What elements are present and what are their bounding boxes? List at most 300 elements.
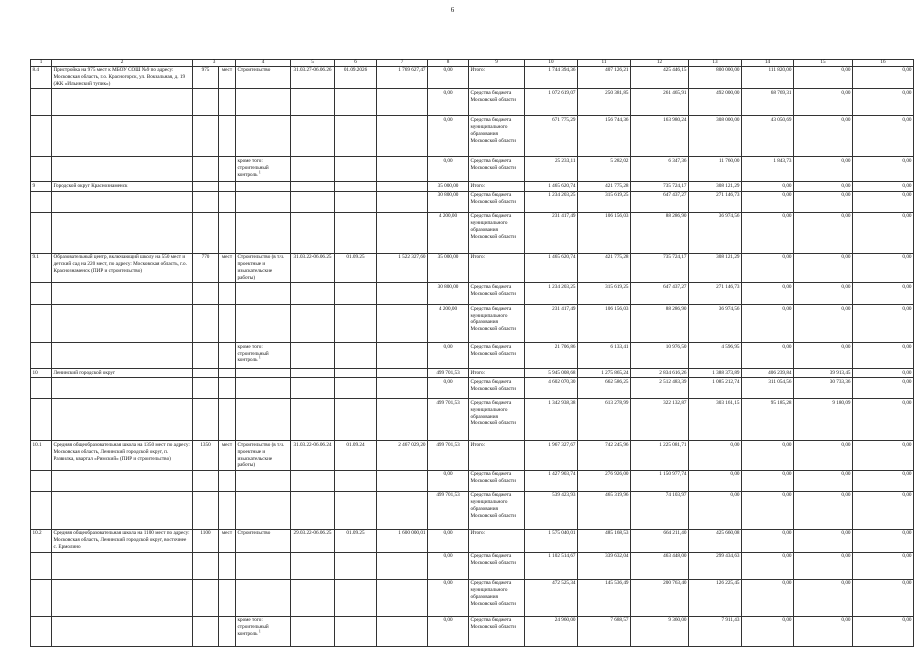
cell-work-type <box>236 89 291 116</box>
cell-cost-limit <box>377 89 428 116</box>
cell-year-3-amount: 0,00 <box>689 491 742 529</box>
cell-work-type <box>236 182 291 191</box>
cell-design-dates <box>291 182 335 191</box>
cell-capacity-value: 975 <box>193 66 219 89</box>
cell-financed-amount: 0,00 <box>428 616 469 646</box>
cell-year-5-amount: 0,00 <box>794 470 853 491</box>
cell-capacity-value <box>193 579 219 616</box>
cell-work-type <box>236 369 291 378</box>
table-row <box>31 552 914 579</box>
cell-year-1-amount: 421 775,28 <box>578 253 631 283</box>
table-row <box>31 89 914 116</box>
table-row <box>31 157 914 182</box>
cell-row-number: 9 <box>31 182 52 191</box>
cell-financed-amount: 0,00 <box>428 552 469 579</box>
cell-commissioning-date <box>335 343 377 369</box>
table-row <box>31 616 914 646</box>
cell-year-4-amount: 1 843,73 <box>742 157 794 182</box>
cell-capacity-value <box>193 182 219 191</box>
cell-year-4-amount: 0,00 <box>742 191 794 212</box>
cell-year-1-amount: 421 775,28 <box>578 182 631 191</box>
cell-total-amount: 1 465 620,74 <box>525 253 578 283</box>
cell-year-4-amount: 0,00 <box>742 305 794 343</box>
cell-funding-source: Средства бюджета Московской области <box>469 470 525 491</box>
cell-cost-limit <box>377 343 428 369</box>
cell-commissioning-date: 01.09.25 <box>335 253 377 283</box>
cell-work-type: Строительство (в т.ч. проектные и изыскательские работы) <box>236 441 291 471</box>
cell-year-6-amount: 0,00 <box>853 66 914 89</box>
cell-funding-source: Средства бюджета муниципального образования Московской области <box>469 305 525 343</box>
cell-design-dates <box>291 616 335 646</box>
footnote-marker: 1 <box>258 629 261 634</box>
cell-object-name <box>52 191 193 212</box>
cell-commissioning-date: 01.09.2026 <box>335 66 377 89</box>
cell-total-amount: 1 072 619,07 <box>525 89 578 116</box>
cell-object-name <box>52 343 193 369</box>
cell-commissioning-date <box>335 283 377 305</box>
column-header: 10 <box>525 60 578 67</box>
cell-year-1-amount: 613 278,99 <box>578 399 631 441</box>
cell-object-name <box>52 157 193 182</box>
cell-year-2-amount: 88 286,90 <box>631 305 689 343</box>
cell-cost-limit <box>377 491 428 529</box>
cell-row-number <box>31 616 52 646</box>
cell-year-2-amount: 425 446,15 <box>631 66 689 89</box>
cell-capacity-unit <box>219 116 236 157</box>
cell-funding-source: Средства бюджета муниципального образования Московской области <box>469 399 525 441</box>
cell-year-6-amount: 0,00 <box>853 378 914 399</box>
table-row <box>31 66 914 89</box>
cell-year-5-amount: 0,00 <box>794 212 853 253</box>
cell-total-amount: 1 575 040,01 <box>525 529 578 552</box>
table-row <box>31 182 914 191</box>
column-header: 16 <box>853 60 914 67</box>
footnote-marker: 1 <box>258 170 261 175</box>
cell-capacity-unit: мест <box>219 441 236 471</box>
cell-year-3-amount: 299 434,63 <box>689 552 742 579</box>
cell-design-dates: 31.03.22-06.06.24 <box>291 441 335 471</box>
cell-year-6-amount: 0,00 <box>853 470 914 491</box>
column-header: 13 <box>689 60 742 67</box>
cell-year-3-amount: 11 760,00 <box>689 157 742 182</box>
cell-object-name <box>52 491 193 529</box>
cell-year-1-amount: 145 536,49 <box>578 579 631 616</box>
cell-object-name <box>52 399 193 441</box>
cell-year-2-amount: 88 286,90 <box>631 212 689 253</box>
cell-commissioning-date <box>335 616 377 646</box>
cell-year-3-amount: 1 388 373,89 <box>689 369 742 378</box>
cell-year-2-amount: 2 834 616,26 <box>631 369 689 378</box>
cell-capacity-unit <box>219 369 236 378</box>
table-row <box>31 529 914 552</box>
cell-capacity-unit: мест <box>219 253 236 283</box>
cell-year-2-amount: 261 465,91 <box>631 89 689 116</box>
cell-capacity-unit: мест <box>219 529 236 552</box>
cell-cost-limit <box>377 470 428 491</box>
cell-financed-amount: 0,00 <box>428 343 469 369</box>
cell-year-2-amount: 322 132,87 <box>631 399 689 441</box>
cell-cost-limit <box>377 579 428 616</box>
cell-cost-limit <box>377 157 428 182</box>
cell-year-1-amount: 106 156,03 <box>578 305 631 343</box>
cell-capacity-value <box>193 616 219 646</box>
cell-year-5-amount: 0,00 <box>794 552 853 579</box>
cell-year-1-amount: 106 156,03 <box>578 212 631 253</box>
cell-capacity-unit <box>219 378 236 399</box>
cell-year-3-amount: 492 000,00 <box>689 89 742 116</box>
table-row <box>31 470 914 491</box>
cell-total-amount: 1 744 394,36 <box>525 66 578 89</box>
cell-design-dates <box>291 212 335 253</box>
cell-row-number <box>31 491 52 529</box>
cell-capacity-value <box>193 212 219 253</box>
cell-year-1-amount: 339 632,04 <box>578 552 631 579</box>
cell-cost-limit <box>377 552 428 579</box>
cell-financed-amount: 4 200,00 <box>428 212 469 253</box>
cell-design-dates <box>291 378 335 399</box>
cell-object-name: Образовательный центр, включающий школу на 550 мест и детский сад на 220 мест, по адресу: Московская область, г.о. Краснознаменск (ПИР и строительство) <box>52 253 193 283</box>
cell-year-6-amount: 0,00 <box>853 212 914 253</box>
column-header: 6 <box>335 60 377 67</box>
cell-year-2-amount: 6 347,36 <box>631 157 689 182</box>
cell-year-4-amount: 0,00 <box>742 529 794 552</box>
cell-total-amount: 539 423,93 <box>525 491 578 529</box>
cell-year-6-amount: 0,00 <box>853 116 914 157</box>
cell-funding-source: Средства бюджета Московской области <box>469 343 525 369</box>
cell-total-amount: 1 234 203,25 <box>525 191 578 212</box>
column-header: 14 <box>742 60 794 67</box>
cell-year-5-amount: 0,00 <box>794 191 853 212</box>
cell-year-4-amount: 0,00 <box>742 343 794 369</box>
cell-year-3-amount: 425 660,08 <box>689 529 742 552</box>
cell-capacity-unit <box>219 305 236 343</box>
cell-work-type: кроме того: строительный контроль $^1$ <box>236 343 291 369</box>
cell-capacity-value <box>193 378 219 399</box>
cell-year-3-amount: 308 121,29 <box>689 182 742 191</box>
cell-work-type: Строительство (в т.ч. проектные и изыскательские работы) <box>236 253 291 283</box>
cell-capacity-value <box>193 89 219 116</box>
cell-year-1-amount: 1 275 865,24 <box>578 369 631 378</box>
cell-total-amount: 1 234 203,25 <box>525 283 578 305</box>
cell-row-number <box>31 191 52 212</box>
cell-financed-amount: 0,00 <box>428 89 469 116</box>
cell-design-dates: 29.03.22-06.06.25 <box>291 529 335 552</box>
cell-year-6-amount: 0,00 <box>853 491 914 529</box>
cell-capacity-value: 1350 <box>193 441 219 471</box>
cell-capacity-unit: мест <box>219 66 236 89</box>
cell-design-dates: 31.03.27-06.06.26 <box>291 66 335 89</box>
cell-capacity-value <box>193 491 219 529</box>
cell-financed-amount: 30 800,00 <box>428 283 469 305</box>
cell-year-5-amount: 0,00 <box>794 89 853 116</box>
cell-year-3-amount: 126 225,45 <box>689 579 742 616</box>
cell-year-2-amount: 735 724,17 <box>631 182 689 191</box>
cell-capacity-value <box>193 552 219 579</box>
column-header: 2 <box>52 60 193 67</box>
cell-commissioning-date <box>335 491 377 529</box>
cell-year-3-amount: 0,00 <box>689 441 742 471</box>
cell-funding-source: Средства бюджета муниципального образования Московской области <box>469 212 525 253</box>
cell-financed-amount: 499 701,53 <box>428 491 469 529</box>
cell-row-number <box>31 378 52 399</box>
column-header: 7 <box>377 60 428 67</box>
cell-design-dates <box>291 369 335 378</box>
cell-year-2-amount: 647 437,27 <box>631 283 689 305</box>
cell-year-4-amount: 43 050,69 <box>742 116 794 157</box>
cell-capacity-value <box>193 191 219 212</box>
budget-table <box>30 59 914 647</box>
cell-total-amount: 24 960,00 <box>525 616 578 646</box>
cell-financed-amount: 0,00 <box>428 529 469 552</box>
cell-year-4-amount: 406 239,84 <box>742 369 794 378</box>
cell-year-4-amount: 0,00 <box>742 283 794 305</box>
cell-year-5-amount: 39 913,45 <box>794 369 853 378</box>
cell-design-dates <box>291 283 335 305</box>
cell-object-name <box>52 212 193 253</box>
cell-year-6-amount: 0,00 <box>853 283 914 305</box>
cell-year-6-amount: 0,00 <box>853 253 914 283</box>
cell-year-4-amount: 0,00 <box>742 616 794 646</box>
cell-cost-limit <box>377 191 428 212</box>
cell-funding-source: Итого: <box>469 253 525 283</box>
cell-capacity-value <box>193 470 219 491</box>
cell-total-amount: 1 427 903,74 <box>525 470 578 491</box>
cell-total-amount: 1 967 327,67 <box>525 441 578 471</box>
cell-row-number <box>31 579 52 616</box>
cell-work-type <box>236 470 291 491</box>
cell-year-2-amount: 200 763,40 <box>631 579 689 616</box>
cell-design-dates <box>291 305 335 343</box>
cell-financed-amount: 0,00 <box>428 157 469 182</box>
table-row <box>31 369 914 378</box>
cell-work-type <box>236 305 291 343</box>
cell-design-dates: 31.03.22-06.06.25 <box>291 253 335 283</box>
cell-capacity-value <box>193 343 219 369</box>
cell-year-4-amount: 111 820,00 <box>742 66 794 89</box>
cell-work-type <box>236 378 291 399</box>
cell-work-type <box>236 552 291 579</box>
cell-year-5-amount: 0,00 <box>794 157 853 182</box>
cell-capacity-unit <box>219 470 236 491</box>
cell-work-type <box>236 579 291 616</box>
cell-cost-limit: 1 769 627,47 <box>377 66 428 89</box>
cell-year-5-amount: 0,00 <box>794 491 853 529</box>
cell-year-3-amount: 308 121,29 <box>689 253 742 283</box>
cell-year-6-amount: 0,00 <box>853 157 914 182</box>
cell-funding-source: Средства бюджета муниципального образования Московской области <box>469 579 525 616</box>
cell-row-number <box>31 157 52 182</box>
cell-object-name: Средняя общеобразовательная школа на 1100 мест по адресу: Московская область, Ленинский городской округ, восточнее с. Ермолино <box>52 529 193 552</box>
cell-year-6-amount: 0,00 <box>853 399 914 441</box>
cell-year-6-amount: 0,00 <box>853 89 914 116</box>
cell-object-name <box>52 552 193 579</box>
cell-year-5-amount: 0,00 <box>794 66 853 89</box>
cell-year-4-amount: 0,00 <box>742 253 794 283</box>
cell-year-3-amount: 271 146,73 <box>689 191 742 212</box>
cell-cost-limit <box>377 283 428 305</box>
cell-commissioning-date <box>335 399 377 441</box>
cell-cost-limit <box>377 378 428 399</box>
table-row <box>31 343 914 369</box>
table-row <box>31 441 914 471</box>
cell-commissioning-date: 01.09.25 <box>335 529 377 552</box>
cell-funding-source: Итого: <box>469 66 525 89</box>
cell-year-6-amount: 0,00 <box>853 441 914 471</box>
column-header: 15 <box>794 60 853 67</box>
cell-design-dates <box>291 579 335 616</box>
cell-total-amount: 25 233,11 <box>525 157 578 182</box>
cell-year-2-amount: 10 976,50 <box>631 343 689 369</box>
cell-design-dates <box>291 399 335 441</box>
cell-work-type: кроме того: строительный контроль $^1$ <box>236 616 291 646</box>
cell-total-amount: 1 102 514,67 <box>525 552 578 579</box>
cell-row-number: 8.4 <box>31 66 52 89</box>
cell-total-amount: 472 525,34 <box>525 579 578 616</box>
cell-capacity-value <box>193 157 219 182</box>
cell-year-1-amount: 6 133,41 <box>578 343 631 369</box>
cell-row-number <box>31 305 52 343</box>
cell-total-amount: 21 706,86 <box>525 343 578 369</box>
cell-year-3-amount: 1 085 212,74 <box>689 378 742 399</box>
cell-year-6-amount: 0,00 <box>853 616 914 646</box>
cell-row-number: 10 <box>31 369 52 378</box>
cell-capacity-value: 770 <box>193 253 219 283</box>
cell-total-amount: 671 775,29 <box>525 116 578 157</box>
cell-year-1-amount: 485 168,53 <box>578 529 631 552</box>
cell-year-6-amount: 0,00 <box>853 305 914 343</box>
cell-capacity-unit <box>219 212 236 253</box>
cell-year-3-amount: 36 974,56 <box>689 305 742 343</box>
cell-year-2-amount: 2 512 483,39 <box>631 378 689 399</box>
table-row <box>31 491 914 529</box>
cell-year-5-amount: 0,00 <box>794 116 853 157</box>
cell-year-5-amount: 0,00 <box>794 283 853 305</box>
cell-design-dates <box>291 552 335 579</box>
column-header: 12 <box>631 60 689 67</box>
cell-row-number <box>31 89 52 116</box>
cell-year-5-amount: 0,00 <box>794 305 853 343</box>
table-row <box>31 305 914 343</box>
cell-year-6-amount: 0,00 <box>853 343 914 369</box>
cell-year-4-amount: 68 769,31 <box>742 89 794 116</box>
cell-year-3-amount: 800 000,00 <box>689 66 742 89</box>
table-row <box>31 212 914 253</box>
cell-row-number <box>31 343 52 369</box>
column-header: 8 <box>428 60 469 67</box>
cell-work-type <box>236 212 291 253</box>
column-header: 5 <box>291 60 335 67</box>
table-row <box>31 283 914 305</box>
cell-year-1-amount: 662 586,25 <box>578 378 631 399</box>
cell-capacity-value <box>193 305 219 343</box>
cell-year-4-amount: 0,00 <box>742 491 794 529</box>
cell-cost-limit: 2 467 029,20 <box>377 441 428 471</box>
cell-year-4-amount: 95 185,28 <box>742 399 794 441</box>
cell-year-3-amount: 308 000,00 <box>689 116 742 157</box>
cell-cost-limit <box>377 305 428 343</box>
cell-year-1-amount: 156 744,36 <box>578 116 631 157</box>
cell-year-3-amount: 303 161,15 <box>689 399 742 441</box>
cell-year-2-amount: 463 448,00 <box>631 552 689 579</box>
cell-capacity-unit <box>219 399 236 441</box>
cell-financed-amount: 499 701,53 <box>428 441 469 471</box>
cell-total-amount: 1 465 620,74 <box>525 182 578 191</box>
cell-year-1-amount: 7 688,57 <box>578 616 631 646</box>
cell-capacity-unit <box>219 579 236 616</box>
cell-year-6-amount: 0,00 <box>853 552 914 579</box>
cell-row-number <box>31 470 52 491</box>
cell-year-4-amount: 0,00 <box>742 552 794 579</box>
cell-design-dates <box>291 89 335 116</box>
cell-work-type <box>236 283 291 305</box>
cell-funding-source: Итого: <box>469 441 525 471</box>
cell-design-dates <box>291 470 335 491</box>
cell-capacity-value <box>193 369 219 378</box>
cell-funding-source: Итого: <box>469 182 525 191</box>
cell-cost-limit <box>377 616 428 646</box>
cell-year-2-amount: 664 211,40 <box>631 529 689 552</box>
footnote-marker: 1 <box>258 355 261 360</box>
cell-capacity-unit <box>219 616 236 646</box>
cell-year-4-amount: 0,00 <box>742 470 794 491</box>
cell-capacity-unit <box>219 191 236 212</box>
cell-capacity-unit <box>219 343 236 369</box>
cell-object-name <box>52 283 193 305</box>
cell-commissioning-date <box>335 369 377 378</box>
cell-design-dates <box>291 343 335 369</box>
cell-year-5-amount: 0,00 <box>794 182 853 191</box>
cell-funding-source: Средства бюджета муниципального образования Московской области <box>469 491 525 529</box>
cell-design-dates <box>291 491 335 529</box>
column-header: 4 <box>236 60 291 67</box>
cell-row-number <box>31 283 52 305</box>
cell-funding-source: Средства бюджета Московской области <box>469 378 525 399</box>
cell-year-5-amount: 0,00 <box>794 441 853 471</box>
cell-financed-amount: 0,00 <box>428 116 469 157</box>
cell-cost-limit <box>377 212 428 253</box>
cell-financed-amount: 35 000,00 <box>428 253 469 283</box>
cell-year-6-amount: 0,00 <box>853 369 914 378</box>
cell-year-2-amount: 9 360,00 <box>631 616 689 646</box>
cell-work-type <box>236 491 291 529</box>
cell-year-6-amount: 0,00 <box>853 191 914 212</box>
cell-capacity-value: 1100 <box>193 529 219 552</box>
page-number: 6 <box>450 6 455 14</box>
cell-year-3-amount: 7 911,43 <box>689 616 742 646</box>
cell-year-1-amount: 315 619,25 <box>578 191 631 212</box>
cell-year-1-amount: 5 282,02 <box>578 157 631 182</box>
cell-capacity-value <box>193 116 219 157</box>
cell-year-2-amount: 735 724,17 <box>631 253 689 283</box>
cell-year-3-amount: 36 974,56 <box>689 212 742 253</box>
cell-object-name <box>52 470 193 491</box>
cell-year-5-amount: 0,00 <box>794 616 853 646</box>
cell-funding-source: Средства бюджета Московской области <box>469 283 525 305</box>
cell-row-number: 10.2 <box>31 529 52 552</box>
cell-year-6-amount: 0,00 <box>853 529 914 552</box>
cell-year-5-amount: 0,00 <box>794 529 853 552</box>
cell-commissioning-date: 01.09.24 <box>335 441 377 471</box>
cell-work-type <box>236 191 291 212</box>
cell-design-dates <box>291 157 335 182</box>
table-row <box>31 253 914 283</box>
cell-funding-source: Средства бюджета Московской области <box>469 191 525 212</box>
cell-work-type <box>236 116 291 157</box>
cell-object-name: Ленинский городской округ <box>52 369 193 378</box>
cell-year-4-amount: 0,00 <box>742 579 794 616</box>
table-row <box>31 191 914 212</box>
cell-year-4-amount: 311 054,56 <box>742 378 794 399</box>
